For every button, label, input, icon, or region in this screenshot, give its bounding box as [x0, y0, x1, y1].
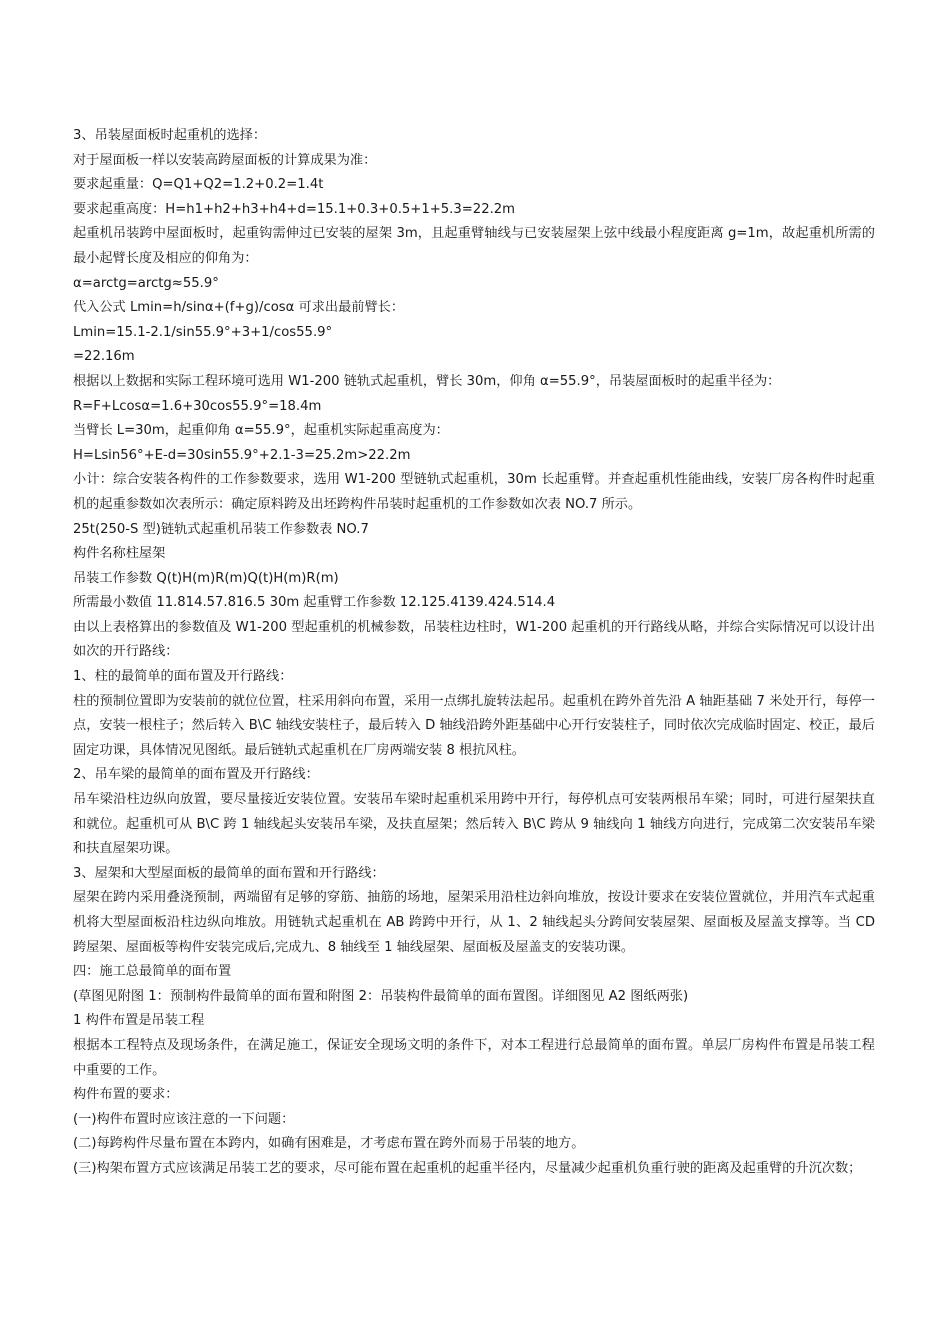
section-heading: 2、吊车梁的最简单的面布置及开行路线： [73, 767, 319, 783]
paragraph: 柱的预制位置即为安装前的就位位置，柱采用斜向布置，采用一点绑扎旋转法起吊。起重机在跨外首先沿 A 轴距基础 7 米处开行，每停一点，安装一根柱子；然后转入 B\C 轴线安装柱子，最后转入 D 轴线沿跨外距基础中心开行安装柱子，同时依次完成临时固定、校正，最后固定功课，具体情况见图纸。最后链轨式起重机在厂房两端安装 8 根抗风柱。 [73, 693, 875, 758]
paragraph: 3、吊装屋面板时起重机的选择： [73, 128, 267, 143]
list-item: (三)构架布置方式应该满足吊装工艺的要求，尽可能布置在起重机的起重半径内，尽量减少起重机负重行驶的距离及起重臂的升沉次数； [73, 1160, 862, 1176]
paragraph: H=Lsin56°+E-d=30sin55.9°+2.1-3=25.2m>22.2m [73, 447, 411, 463]
paragraph: 对于屋面板一样以安装高跨屋面板的计算成果为准： [73, 152, 377, 168]
paragraph: 屋架在跨内采用叠浇预制，两端留有足够的穿筋、抽筋的场地，屋架采用沿柱边斜向堆放，按设计要求在安装位置就位，并用汽车式起重机将大型屋面板沿柱边纵向堆放。用链轨式起重机在 AB 跨跨中开行，从 1、2 轴线起头分跨间安装屋架、屋面板及屋盖支撑等。当 CD 跨屋架、屋面板等构件安装完成后,完成九、8 轴线至 1 轴线屋架、屋面板及屋盖支的安装功课。 [73, 890, 875, 955]
paragraph: 代入公式 Lmin=h/sinα+(f+g)/cosα 可求出最前臂长： [73, 300, 405, 316]
paragraph: 要求起重量：Q=Q1+Q2=1.2+0.2=1.4t [73, 177, 324, 193]
list-item: (一)构件布置时应该注意的一下问题： [73, 1111, 295, 1127]
paragraph: (草图见附图 1：预制构件最简单的面布置和附图 2：吊装构件最简单的面布置图。详细图见 A2 图纸两张) [73, 988, 689, 1004]
paragraph: R=F+Lcosα=1.6+30cos55.9°=18.4m [73, 398, 322, 414]
paragraph: Lmin=15.1-2.1/sin55.9°+3+1/cos55.9° [73, 324, 333, 340]
paragraph: 起重机吊装跨中屋面板时，起重钩需伸过已安装的屋架 3m，且起重臂轴线与已安装屋架上弦中线最小程度距离 g=1m，故起重机所需的最小起臂长度及相应的仰角为： [73, 226, 875, 266]
section-heading: 1 构件布置是吊装工程 [73, 1013, 205, 1029]
table-caption: 25t(250-S 型)链轨式起重机吊装工作参数表 NO.7 [73, 521, 369, 537]
section-heading: 3、屋架和大型屋面板的最简单的面布置和开行路线： [73, 865, 385, 881]
paragraph: 根据以上数据和实际工程环境可选用 W1-200 链轨式起重机，臂长 30m，仰角 α=55.9°，吊装屋面板时的起重半径为： [73, 373, 781, 389]
document-body [73, 124, 875, 1182]
paragraph: 构件布置的要求： [73, 1087, 179, 1103]
table-row: 所需最小数值 11.814.57.816.5 30m 起重臂工作参数 12.125.4139.424.514.4 [73, 595, 556, 611]
paragraph: α=arctg=arctg≈55.9° [73, 275, 219, 291]
list-item: (二)每跨构件尽量布置在本跨内，如确有困难是，才考虑布置在跨外而易于吊装的地方。 [73, 1136, 585, 1152]
table-row: 吊装工作参数 Q(t)H(m)R(m)Q(t)H(m)R(m) [73, 570, 339, 586]
section-heading: 1、柱的最简单的面布置及开行路线： [73, 669, 293, 685]
paragraph: 由以上表格算出的参数值及 W1-200 型起重机的机械参数，吊装柱边柱时，W1-200 起重机的开行路线从略，并综合实际情况可以设计出如次的开行路线： [73, 619, 875, 660]
paragraph: 小计：综合安装各构件的工作参数要求，选用 W1-200 型链轨式起重机，30m 长起重臂。并查起重机性能曲线，安装厂房各构件时起重机的起重参数如次表所示：确定原料跨及出坯跨构件吊装时起重机的工作参数如次表 NO.7 所示。 [73, 472, 875, 512]
paragraph: 当臂长 L=30m，起重仰角 α=55.9°，起重机实际起重高度为： [73, 423, 449, 439]
table-row: 构件名称柱屋架 [73, 546, 166, 562]
paragraph: 要求起重高度：H=h1+h2+h3+h4+d=15.1+0.3+0.5+1+5.3=22.2m [73, 201, 516, 217]
paragraph: 根据本工程特点及现场条件，在满足施工，保证安全现场文明的条件下，对本工程进行总最简单的面布置。单层厂房构件布置是吊装工程中重要的工作。 [73, 1037, 875, 1078]
section-heading: 四：施工总最简单的面布置 [73, 964, 232, 980]
paragraph: =22.16m [73, 349, 135, 365]
paragraph: 吊车梁沿柱边纵向放置，要尽量接近安装位置。安装吊车梁时起重机采用跨中开行，每停机点可安装两根吊车梁；同时，可进行屋架扶直和就位。起重机可从 B\C 跨 1 轴线起头安装吊车梁，及扶直屋架；然后转入 B\C 跨从 9 轴线向 1 轴线方向进行，完成第二次安装吊车梁和扶直屋架功课。 [73, 792, 875, 857]
